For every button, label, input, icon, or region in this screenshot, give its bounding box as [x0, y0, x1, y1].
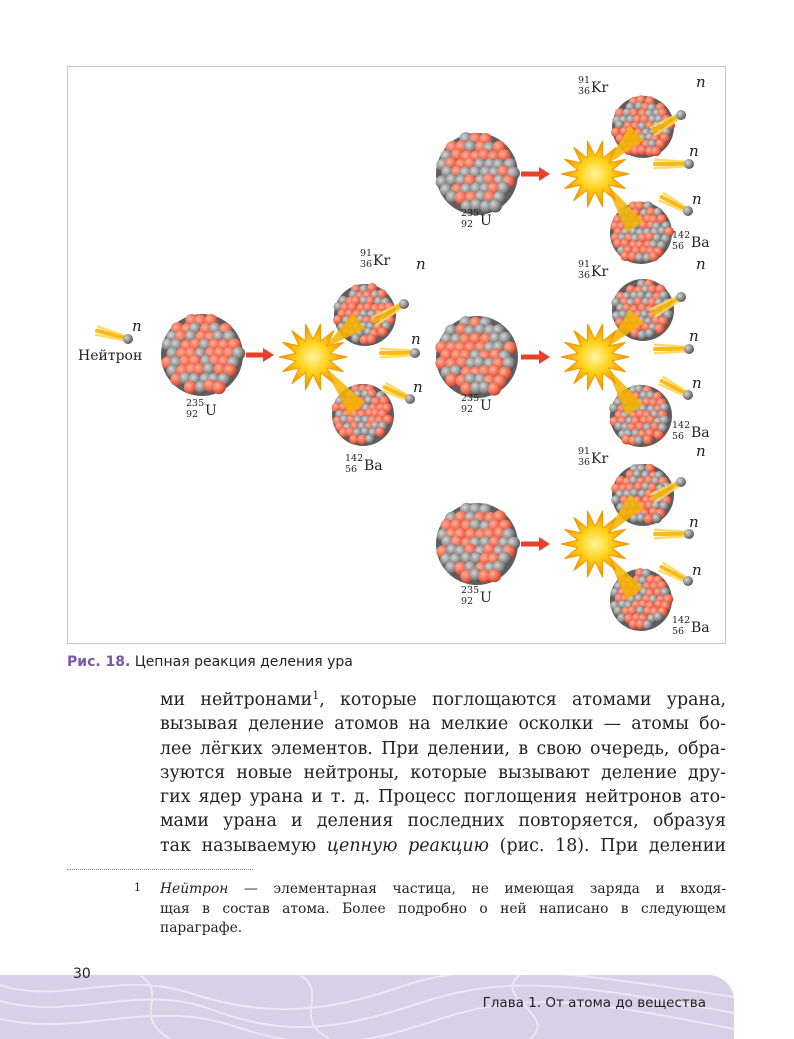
neutron-label: n — [696, 255, 706, 273]
footnote-separator — [67, 869, 253, 870]
reaction-arrow-head — [263, 348, 274, 362]
neutron-ball — [123, 334, 133, 344]
reaction-arrow-head — [539, 350, 550, 364]
uranium-nucleus — [436, 132, 520, 215]
neutron-trail — [655, 345, 689, 347]
krypton-label — [578, 75, 608, 97]
footnote-line: параграфе. — [160, 920, 243, 936]
neutron-label: n — [696, 442, 706, 460]
footnote-line: щая в состав атома. Более подробно о ней написано в следующем — [160, 900, 726, 917]
neutron-ball — [684, 159, 694, 169]
neutron-ball — [684, 344, 694, 354]
free-neutron — [381, 348, 420, 358]
charge-number: 92 — [461, 219, 474, 230]
body-line-7-start: так называемую — [160, 835, 317, 856]
figure-caption-text: Цепная реакция деления ура — [134, 654, 353, 670]
barium-label — [672, 230, 710, 252]
element-symbol: Kr — [591, 264, 609, 280]
barium-label — [672, 420, 710, 442]
free-neutron — [96, 327, 133, 344]
charge-number: 36 — [578, 457, 591, 468]
neutron-label: n — [696, 73, 706, 91]
neutron-ball — [676, 477, 686, 487]
element-symbol: U — [480, 213, 492, 229]
neutron-ball — [676, 110, 686, 120]
proton — [649, 252, 659, 262]
mass-number: 142 — [672, 230, 691, 241]
mass-number: 142 — [345, 453, 364, 464]
proton — [488, 569, 501, 582]
body-line: мами урана и деления последних повторяется, образуя — [160, 811, 726, 832]
footnote-line — [160, 880, 726, 900]
neutron-label: n — [413, 378, 423, 396]
charge-number: 36 — [360, 259, 373, 270]
italic-term: цепную реакцию — [326, 835, 489, 856]
neutron — [365, 434, 375, 444]
proton — [654, 430, 664, 440]
body-line — [160, 688, 726, 712]
body-line: зуются новые нейтроны, которые вызывают деление дру- — [160, 762, 726, 783]
proton — [651, 146, 661, 156]
neutron — [645, 328, 655, 338]
barium-label — [345, 453, 383, 475]
footnote-line-1: — элементарная частица, не имеющая заряда и входя- — [228, 881, 726, 897]
neutron-trail — [655, 536, 689, 538]
neutron-trail — [655, 166, 689, 168]
figure-number: Рис. 18. — [67, 654, 131, 670]
element-symbol: Kr — [591, 451, 609, 467]
neutron — [652, 513, 662, 523]
footnote — [134, 880, 726, 939]
body-line-1-start: ми нейтронами — [160, 690, 313, 710]
uranium-nucleus — [161, 314, 245, 396]
element-symbol: U — [480, 398, 492, 414]
krypton-label — [578, 446, 608, 468]
proton — [654, 324, 664, 334]
neutron-label: n — [416, 255, 426, 273]
krypton-label — [578, 259, 608, 281]
body-line: лее лёгких элементов. При делении, в свою очередь, обра- — [160, 738, 726, 759]
neutron — [653, 612, 663, 622]
uranium-nucleus — [436, 503, 520, 585]
charge-number: 92 — [461, 404, 474, 415]
neutron-label: n — [132, 317, 142, 335]
element-symbol: Kr — [373, 253, 391, 269]
element-symbol: Kr — [591, 80, 609, 96]
reaction-arrow-head — [539, 167, 550, 181]
proton — [213, 381, 226, 394]
figure-frame — [67, 66, 726, 644]
element-symbol: Ba — [691, 235, 710, 251]
charge-number: 36 — [578, 270, 591, 281]
proton — [366, 334, 376, 344]
footnote-ref: 1 — [312, 689, 320, 702]
charge-number: 92 — [186, 409, 199, 420]
neutron-label: n — [692, 561, 702, 579]
charge-number: 92 — [461, 596, 474, 607]
neutron — [351, 334, 361, 344]
element-symbol: U — [205, 403, 217, 419]
neutron-trail — [655, 351, 689, 353]
page-number: 30 — [73, 966, 91, 982]
body-line-1-end: , которые поглощаются атомами урана, — [319, 690, 727, 710]
body-line: гих ядер урана и т. д. Процесс поглощения нейтронов ато- — [160, 787, 726, 808]
proton — [378, 327, 388, 337]
footnote-term: Нейтрон — [160, 881, 229, 897]
mass-number: 235 — [461, 393, 480, 404]
charge-number: 56 — [672, 241, 685, 252]
neutron-ball — [676, 292, 686, 302]
neutron-trail — [381, 349, 415, 351]
body-paragraph — [160, 688, 726, 858]
barium-label — [672, 615, 710, 637]
krypton-label — [360, 248, 390, 270]
neutron-label: n — [411, 330, 421, 348]
neutron-ball — [410, 348, 420, 358]
neutron — [634, 436, 644, 446]
neutron-label: n — [689, 327, 699, 345]
neutron-trail — [381, 355, 415, 357]
uranium-label — [186, 398, 217, 420]
chain-reaction-diagram — [68, 67, 727, 645]
mass-number: 142 — [672, 615, 691, 626]
charge-number: 56 — [672, 626, 685, 637]
element-symbol: Ba — [691, 620, 710, 636]
mass-number: 91 — [360, 248, 373, 259]
uranium-label — [461, 585, 492, 607]
neutron-label: n — [692, 374, 702, 392]
neutron-label: n — [689, 142, 699, 160]
mass-number: 235 — [461, 585, 480, 596]
element-symbol: Ba — [364, 458, 383, 474]
neutron-caption: Нейтрон — [78, 348, 143, 364]
mass-number: 91 — [578, 259, 591, 270]
neutron-label: n — [689, 513, 699, 531]
charge-number: 56 — [345, 464, 358, 475]
free-neutron — [655, 159, 694, 169]
proton — [375, 427, 385, 437]
mass-number: 91 — [578, 446, 591, 457]
free-neutron — [655, 344, 694, 354]
neutron — [489, 199, 502, 212]
element-symbol: Ba — [691, 425, 710, 441]
mass-number: 235 — [186, 398, 205, 409]
proton — [643, 435, 653, 445]
figure-caption — [67, 654, 353, 670]
free-neutron — [660, 193, 693, 216]
footnote-mark: 1 — [134, 881, 141, 894]
charge-number: 56 — [672, 431, 685, 442]
body-line — [160, 834, 726, 858]
uranium-nucleus — [435, 316, 518, 398]
neutron-ball — [399, 299, 409, 309]
neutron-label: n — [692, 190, 702, 208]
mass-number: 142 — [672, 420, 691, 431]
charge-number: 36 — [578, 86, 591, 97]
neutron-trail — [655, 160, 689, 162]
body-line-7-end: (рис. 18). При делении — [499, 835, 726, 856]
body-line: вызывая деление атомов на мелкие осколки — атомы бо- — [160, 714, 726, 735]
mass-number: 235 — [461, 208, 480, 219]
chapter-title: Глава 1. От атома до вещества — [482, 995, 706, 1011]
element-symbol: U — [480, 590, 492, 606]
proton — [488, 382, 501, 395]
neutron — [643, 620, 653, 630]
mass-number: 91 — [578, 75, 591, 86]
reaction-arrow-head — [539, 537, 550, 551]
neutron-trail — [655, 530, 689, 532]
